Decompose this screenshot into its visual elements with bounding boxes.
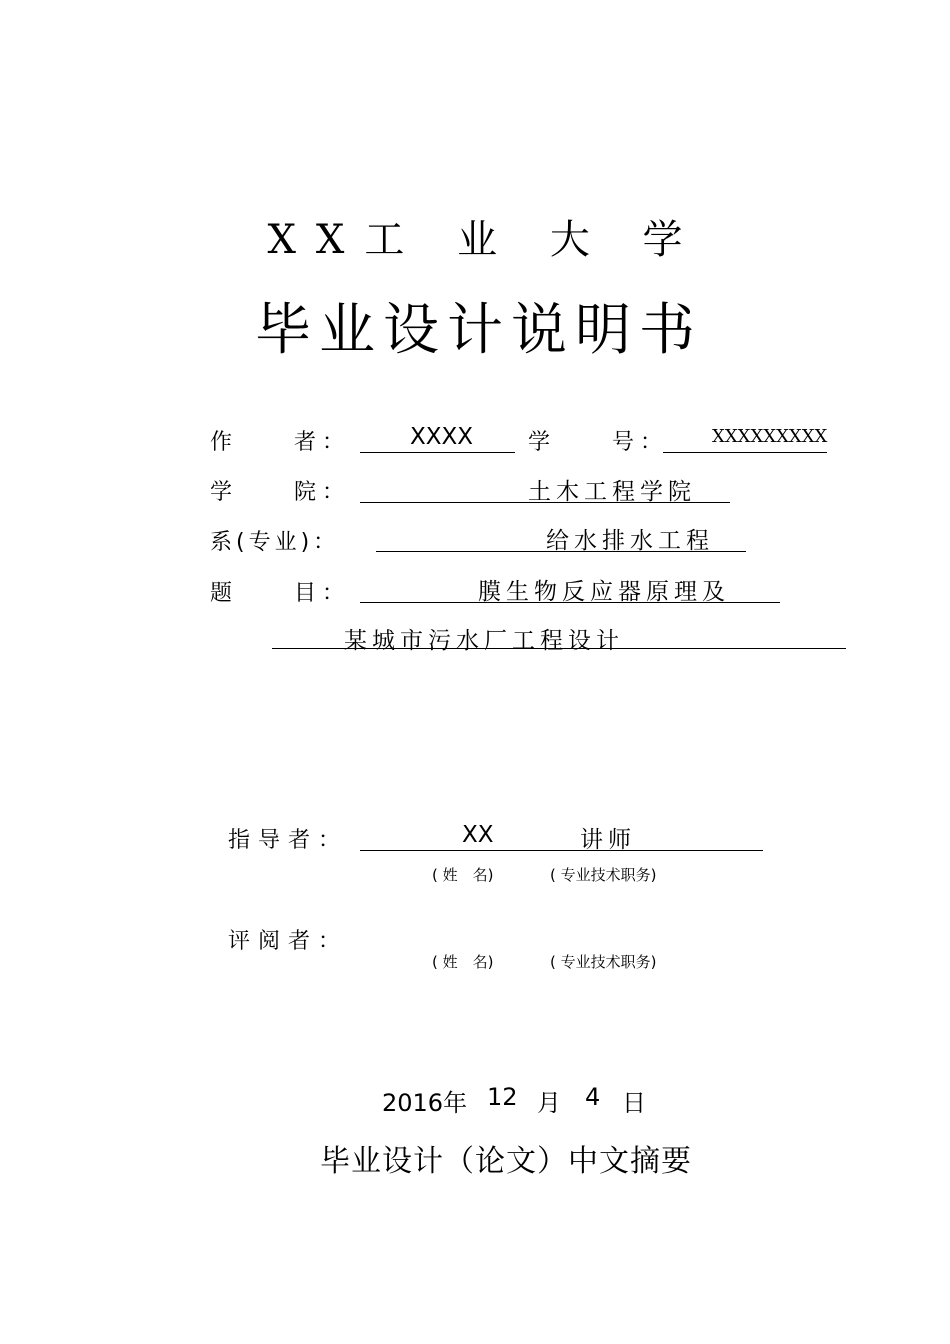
author-underline — [360, 452, 515, 453]
reviewer-name-caption: ( 姓 名) — [432, 953, 494, 971]
student-id-value: XXXXXXXXX — [712, 426, 828, 447]
advisor-name-caption: ( 姓 名) — [432, 866, 494, 884]
date-day: 4 — [585, 1083, 601, 1111]
document-title: 毕业设计说明书 — [255, 298, 703, 363]
topic-label: 题 目： — [210, 581, 351, 606]
department-value: 给水排水工程 — [546, 528, 714, 554]
topic-line-2: 某城市污水厂工程设计 — [344, 628, 624, 654]
author-value: XXXX — [410, 424, 474, 450]
university-name: XX工 业 大 学 — [267, 217, 703, 263]
advisor-title-caption: ( 专业技术职务) — [550, 866, 657, 884]
date-year: 2016年 — [382, 1089, 468, 1117]
topic-line-1: 膜生物反应器原理及 — [478, 579, 730, 605]
date-month: 12 — [487, 1083, 518, 1111]
author-label: 作 者： — [210, 430, 351, 455]
advisor-underline — [360, 850, 763, 851]
advisor-name: XX — [462, 822, 494, 848]
date-month-unit: 月 — [537, 1089, 561, 1117]
abstract-heading: 毕业设计（论文）中文摘要 — [320, 1144, 692, 1179]
department-label: 系(专业)： — [210, 530, 340, 555]
date-day-unit: 日 — [622, 1089, 646, 1117]
student-id-underline — [663, 452, 827, 453]
college-value: 土木工程学院 — [528, 479, 696, 505]
advisor-label: 指导者： — [228, 828, 349, 853]
student-id-label: 学 号： — [528, 430, 669, 455]
advisor-title: 讲师 — [580, 827, 636, 853]
reviewer-title-caption: ( 专业技术职务) — [550, 953, 657, 971]
reviewer-label: 评阅者： — [228, 929, 349, 954]
college-label: 学 院： — [210, 480, 351, 505]
